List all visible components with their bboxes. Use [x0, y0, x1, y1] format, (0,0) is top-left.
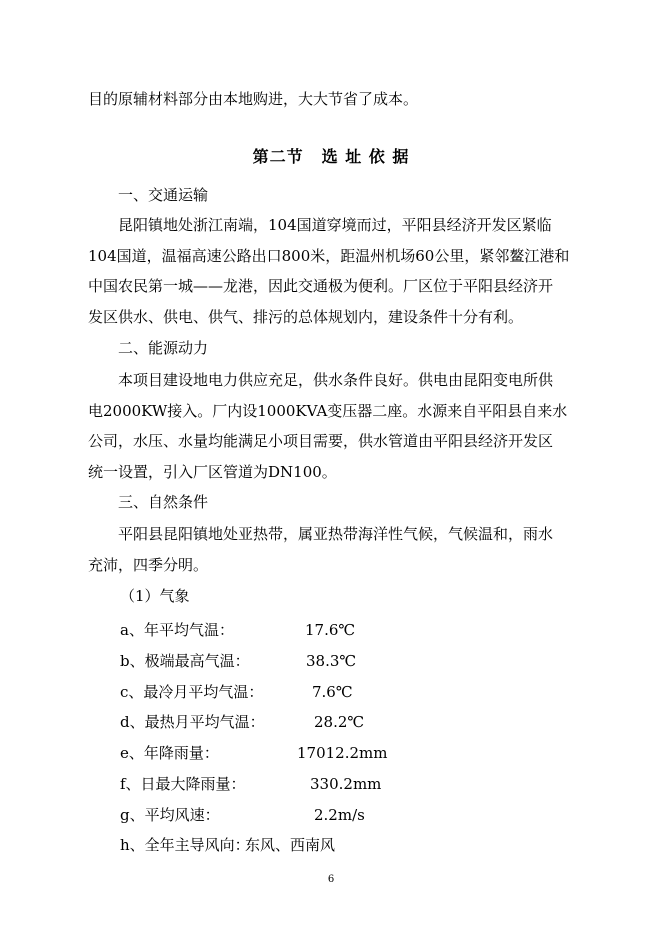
climate-label: b、极端最高气温： [120, 652, 250, 670]
paragraph-line: 发区供水、供电、供气、排污的总体规划内，建设条件十分有利。 [88, 308, 524, 326]
section-number: 第二节 [252, 147, 304, 166]
page-number: 6 [327, 874, 335, 885]
climate-label: h、全年主导风向： [120, 836, 250, 854]
paragraph-line: 统一设置，引入厂区管道为DN100。 [88, 463, 337, 481]
climate-label: c、最冷月平均气温： [120, 683, 264, 701]
energy-heading: 二、能源动力 [118, 339, 209, 357]
paragraph-line: 中国农民第一城——龙港，因此交通极为便利。厂区位于平阳县经济开 [88, 277, 554, 295]
intro-line: 目的原辅材料部分由本地购进，大大节省了成本。 [88, 90, 419, 108]
climate-value: 38.3℃ [306, 652, 357, 670]
transport-heading: 一、交通运输 [118, 186, 209, 204]
climate-label: f、日最大降雨量： [120, 775, 246, 793]
climate-value: 28.2℃ [314, 713, 365, 731]
climate-value: 17.6℃ [305, 621, 356, 639]
climate-label: e、年降雨量： [120, 744, 219, 762]
climate-label: a、年平均气温： [120, 621, 234, 639]
climate-value: 7.6℃ [312, 683, 353, 701]
paragraph-line: 昆阳镇地处浙江南端，104国道穿境而过，平阳县经济开发区紧临 [118, 216, 552, 234]
section-heading: 选 址 依 据 [321, 147, 410, 166]
paragraph-line: 充沛，四季分明。 [88, 556, 209, 574]
climate-value: 2.2m/s [314, 806, 365, 824]
climate-value: 17012.2mm [297, 744, 388, 762]
climate-label: d、最热月平均气温： [120, 713, 265, 731]
climate-label: g、平均风速： [120, 806, 220, 824]
nature-heading: 三、自然条件 [118, 493, 209, 511]
climate-value: 330.2mm [310, 775, 382, 793]
paragraph-line: 公司，水压、水量均能满足小项目需要，供水管道由平阳县经济开发区 [88, 432, 554, 450]
climate-subheading: （1）气象 [120, 587, 190, 605]
section-title [0, 147, 662, 167]
paragraph-line: 104国道，温福高速公路出口800米，距温州机场60公里，紧邻鳌江港和 [88, 247, 570, 265]
paragraph-line: 电2000KW接入。厂内设1000KVA变压器二座。水源来自平阳县自来水 [88, 402, 568, 420]
climate-value: 东风、西南风 [245, 836, 336, 854]
paragraph-line: 平阳县昆阳镇地处亚热带，属亚热带海洋性气候，气候温和，雨水 [118, 525, 554, 543]
paragraph-line: 本项目建设地电力供应充足，供水条件良好。供电由昆阳变电所供 [118, 371, 554, 389]
